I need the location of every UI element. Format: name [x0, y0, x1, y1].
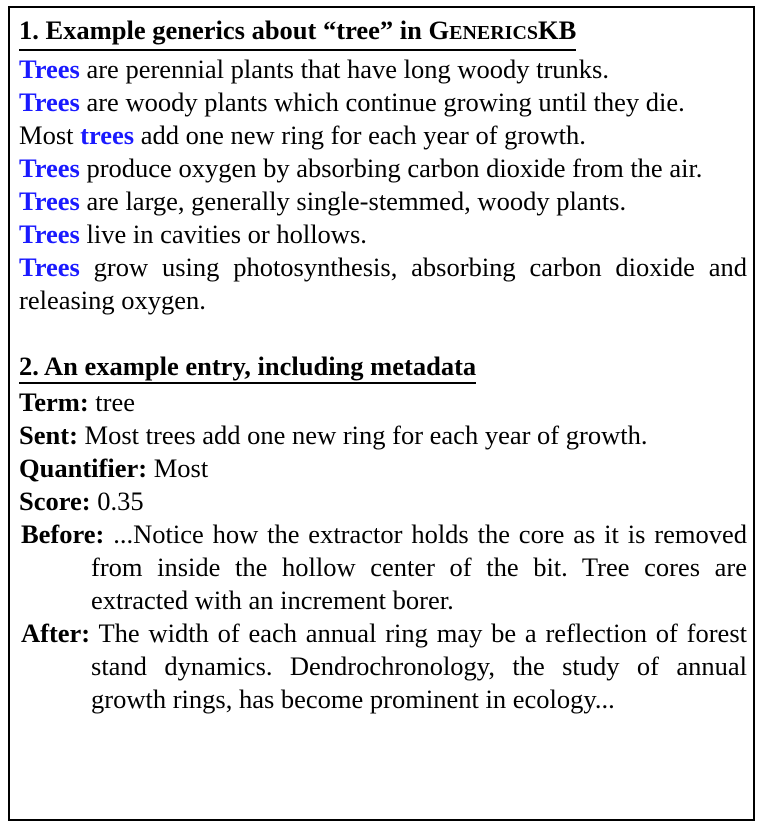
meta-term-value: tree: [88, 387, 136, 417]
meta-after: [19, 617, 747, 716]
section1-heading: [19, 15, 576, 51]
section2-heading: 2. An example entry, including metadata: [19, 351, 476, 384]
meta-quantifier: [19, 452, 747, 485]
section-spacer: [19, 317, 747, 350]
meta-sent-value: Most trees add one new ring for each year of growth.: [77, 420, 648, 450]
meta-term: [19, 386, 747, 419]
generic-rest: are perennial plants that have long woody trunks.: [79, 54, 609, 84]
meta-before: [19, 518, 747, 617]
generic-term: Trees: [19, 87, 80, 117]
generic-rest: live in cavities or hollows.: [79, 219, 367, 249]
section1-title-kb-enerics: ENERICS: [449, 22, 539, 44]
meta-after-value: The width of each annual ring may be a reflection of forest stand dynamics. Dendrochronology, the study of annual growth rings, has become prominent in ecology...: [90, 618, 747, 714]
meta-before-value: ...Notice how the extractor holds the core as it is removed from inside the hollow center of the bit. Tree cores are extracted with an increment borer.: [91, 519, 747, 615]
section1-title-prefix: 1. Example generics about “tree” in: [19, 15, 429, 45]
generic-prefix: Most: [19, 120, 81, 150]
meta-score-key: Score:: [19, 486, 91, 516]
meta-sent: [19, 419, 747, 452]
meta-quantifier-key: Quantifier:: [19, 453, 148, 483]
meta-after-key: After:: [21, 618, 91, 648]
generic-rest: grow using photosynthesis, absorbing carbon dioxide and releasing oxygen.: [19, 252, 747, 315]
generic-term: Trees: [19, 153, 80, 183]
generic-sentence: [19, 119, 747, 152]
generic-term: trees: [80, 120, 135, 150]
section1-title-kb-suffix: KB: [538, 15, 577, 45]
generic-rest: produce oxygen by absorbing carbon dioxide from the air.: [79, 153, 703, 183]
generic-sentence: [19, 152, 747, 185]
meta-quantifier-value: Most: [147, 453, 209, 483]
meta-term-key: Term:: [19, 387, 89, 417]
meta-score-value: 0.35: [90, 486, 144, 516]
generic-rest: are woody plants which continue growing until they die.: [79, 87, 685, 117]
generic-sentence: [19, 53, 747, 86]
generic-term: Trees: [19, 219, 80, 249]
meta-score: [19, 485, 747, 518]
generic-rest: are large, generally single-stemmed, woody plants.: [79, 186, 627, 216]
example-content: [19, 14, 747, 716]
generic-rest: add one new ring for each year of growth.: [134, 120, 586, 150]
meta-sent-key: Sent:: [19, 420, 78, 450]
meta-before-key: Before:: [21, 519, 105, 549]
generic-term: Trees: [19, 252, 80, 282]
generic-sentence: [19, 185, 747, 218]
generic-term: Trees: [19, 54, 80, 84]
section1-title-kb-g: G: [428, 15, 450, 45]
generic-sentence: [19, 86, 747, 119]
generic-term: Trees: [19, 186, 80, 216]
generic-sentence: [19, 251, 747, 317]
generic-sentence: [19, 218, 747, 251]
